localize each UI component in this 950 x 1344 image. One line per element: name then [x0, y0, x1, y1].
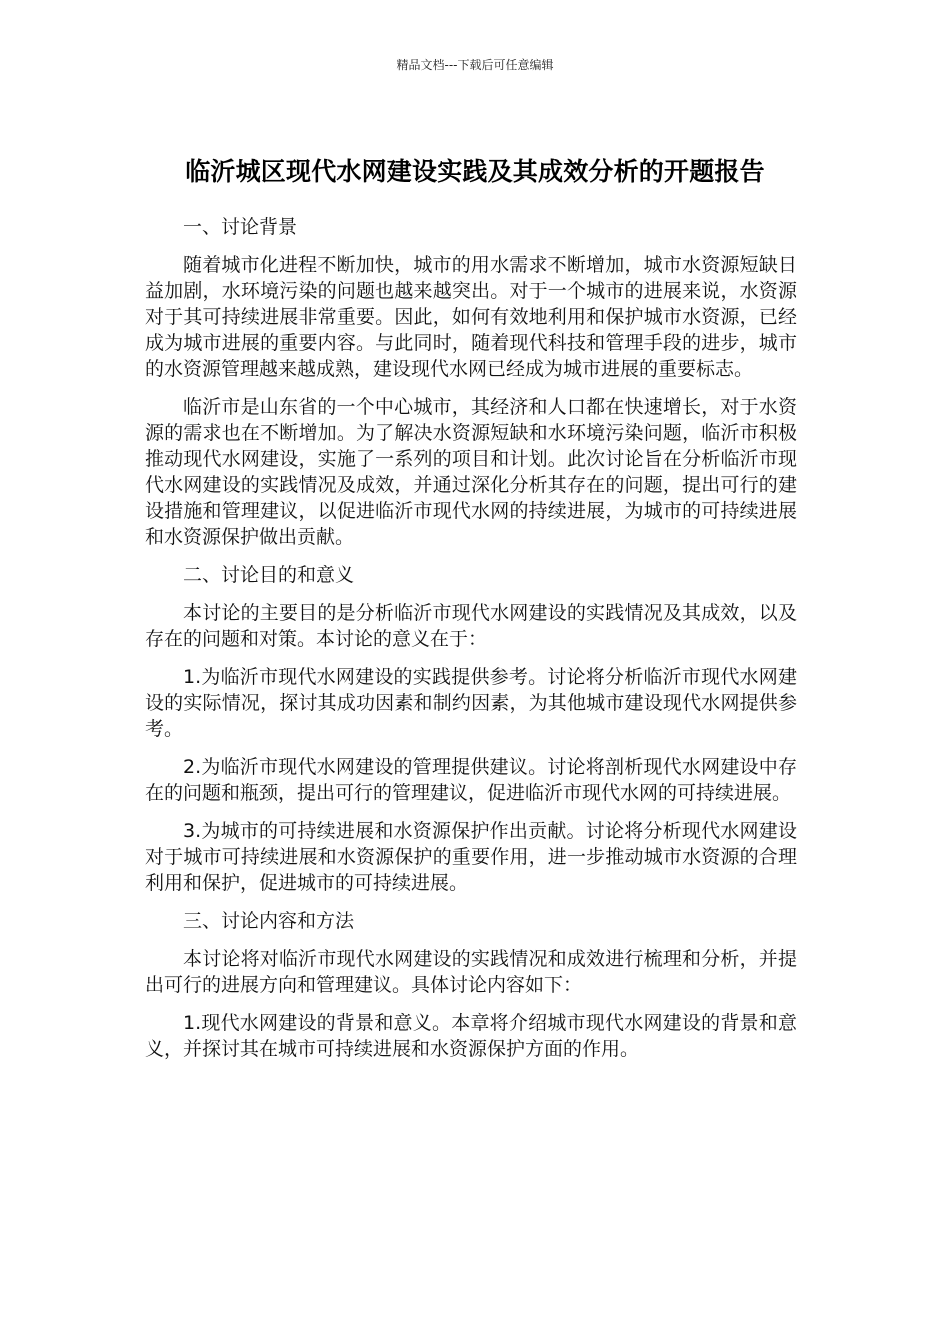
paragraph: 随着城市化进程不断加快，城市的用水需求不断增加，城市水资源短缺日益加剧，水环境污染的问题也越来越突出。对于一个城市的进展来说，水资源对于其可持续进展非常重要。因此，如何有效地利用和保护城市水资源，已经成为城市进展的重要内容。与此同时，随着现代科技和管理手段的进步，城市的水资源管理越来越成熟，建设现代水网已经成为城市进展的重要标志。	[145, 254, 797, 380]
list-item: 2.为临沂市现代水网建设的管理提供建议。讨论将剖析现代水网建设中存在的问题和瓶颈，提出可行的管理建议，促进临沂市现代水网的可持续进展。	[145, 756, 797, 804]
section-heading-background: 一、讨论背景	[183, 216, 298, 238]
paragraph: 临沂市是山东省的一个中心城市，其经济和人口都在快速增长，对于水资源的需求也在不断增加。为了解决水资源短缺和水环境污染问题，临沂市积极推动现代水网建设，实施了一系列的项目和计划。此次讨论旨在分析临沂市现代水网建设的实践情况及成效，并通过深化分析其存在的问题，提出可行的建设措施和管理建议，以促进临沂市现代水网的持续进展，为城市的可持续进展和水资源保护做出贡献。	[145, 396, 797, 548]
header-note: 精品文档---下载后可任意编辑	[396, 58, 554, 72]
document-title: 临沂城区现代水网建设实践及其成效分析的开题报告	[185, 156, 765, 186]
paragraph: 本讨论的主要目的是分析临沂市现代水网建设的实践情况及其成效，以及存在的问题和对策。本讨论的意义在于：	[145, 602, 797, 650]
paragraph: 本讨论将对临沂市现代水网建设的实践情况和成效进行梳理和分析，并提出可行的进展方向和管理建议。具体讨论内容如下：	[145, 948, 797, 996]
section-heading-purpose: 二、讨论目的和意义	[183, 564, 355, 586]
document-body	[145, 214, 797, 1074]
section-heading-content-method: 三、讨论内容和方法	[183, 910, 355, 932]
list-item: 1.为临沂市现代水网建设的实践提供参考。讨论将分析临沂市现代水网建设的实际情况，探讨其成功因素和制约因素，为其他城市建设现代水网提供参考。	[145, 666, 797, 740]
list-item: 1.现代水网建设的背景和意义。本章将介绍城市现代水网建设的背景和意义，并探讨其在城市可持续进展和水资源保护方面的作用。	[145, 1012, 797, 1060]
list-item: 3.为城市的可持续进展和水资源保护作出贡献。讨论将分析现代水网建设对于城市可持续进展和水资源保护的重要作用，进一步推动城市水资源的合理利用和保护，促进城市的可持续进展。	[145, 820, 797, 894]
